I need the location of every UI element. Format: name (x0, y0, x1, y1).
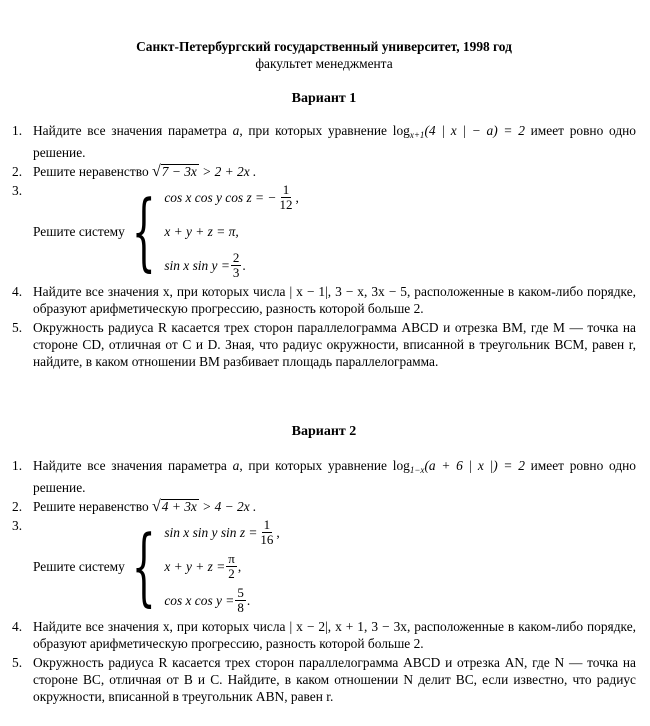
problem-text: Найдите все значения параметра (33, 458, 233, 473)
problem-4 (12, 618, 636, 652)
problem-text: Решите неравенство (33, 164, 153, 179)
equation-1: sin x sin y sin z = $\frac{1}{16}$ , (164, 516, 280, 547)
equation-3: sin x sin y = $\frac{2}{3}$ . (164, 249, 246, 280)
equation-3: cos x cos y = $\frac{5}{8}$ . (164, 584, 251, 615)
problem-number: 1. (12, 123, 23, 138)
problem-number: 5. (12, 320, 23, 335)
problem-number: 3. (12, 518, 23, 533)
problem-text: , при которых уравнение (239, 123, 393, 138)
document-header (12, 38, 636, 72)
equation-2: x + y + z = $\frac{\pi}{2}$ , (164, 550, 242, 581)
problem-1 (12, 122, 636, 161)
university-title: Санкт-Петербургский государственный университет, 1998 год (136, 39, 512, 54)
problem-text: Найдите все значения параметра (33, 123, 233, 138)
inequality: √4 + 3x > 4 − 2x . (152, 498, 257, 515)
problem-text: , при которых уравнение (239, 458, 393, 473)
faculty-subtitle: факультет менеджмента (255, 56, 393, 71)
equation-2: x + y + z = π, (164, 223, 239, 239)
parameter: a (232, 458, 240, 473)
problem-text: Решите неравенство (33, 499, 153, 514)
variant-2-title: Вариант 2 (291, 424, 357, 439)
problem-text: Решите систему (33, 223, 125, 239)
variant-1-problems (12, 122, 636, 372)
problem-number: 1. (12, 458, 23, 473)
inequality: √7 − 3x > 2 + 2x . (152, 163, 257, 180)
problem-text: Найдите все значения x, при которых числа | x − 1|, 3 − x, 3x − 5, расположенные в каком-либо порядке, образуют арифметическую прогрессию, разность которой больше 2. (33, 284, 636, 316)
problem-1 (12, 457, 636, 496)
problem-text: Решите систему (33, 558, 125, 574)
parameter: a (232, 123, 240, 138)
problem-5 (12, 319, 636, 370)
equation-system (164, 517, 279, 615)
problem-number: 4. (12, 619, 23, 634)
problem-2 (12, 498, 636, 515)
problem-number: 5. (12, 655, 23, 670)
log-equation: $\log_{x+1}(4$ | x | − a) = 2 (392, 123, 525, 140)
log-equation: $\log_{1-x}(a + 6$ | x |) = 2 (392, 458, 525, 475)
problem-number: 4. (12, 284, 23, 299)
system-brace: { (131, 182, 156, 280)
variant-1-title: Вариант 1 (291, 91, 357, 106)
problem-text: имеет ровно одно решение. (33, 123, 636, 160)
problem-2 (12, 163, 636, 180)
problem-5 (12, 654, 636, 705)
problem-number: 2. (12, 164, 23, 179)
problem-number: 3. (12, 183, 23, 198)
equation-1: cos x cos y cos z = − $\frac{1}{12}$ , (164, 181, 299, 212)
problem-text: имеет ровно одно решение. (33, 458, 636, 495)
system-brace: { (131, 517, 156, 615)
problem-number: 2. (12, 499, 23, 514)
equation-system (164, 182, 299, 280)
problem-4 (12, 283, 636, 317)
problem-3 (12, 517, 636, 615)
document-page (12, 38, 636, 704)
problem-text: Окружность радиуса R касается трех сторон параллелограмма ABCD и отрезка AN, где N — точка на стороне BC, отличная от B и C. Найдите, в каком отношении N делит BC, если известно, что радиус окружности, вписанной в треугольник ABN, равен r. (33, 655, 636, 704)
variant-2-problems (12, 457, 636, 707)
problem-text: Окружность радиуса R касается трех сторон параллелограмма ABCD и отрезка BM, где M — точка на стороне CD, отличная от C и D. Зная, что радиус окружности, вписанной в треугольник BCM, равен r, найдите, в каком отношении BM разбивает площадь параллелограмма. (33, 320, 636, 369)
problem-3 (12, 182, 636, 280)
problem-text: Найдите все значения x, при которых числа | x − 2|, x + 1, 3 − 3x, расположенные в каком-либо порядке, образуют арифметическую прогрессию, разность которой больше 2. (33, 619, 636, 651)
